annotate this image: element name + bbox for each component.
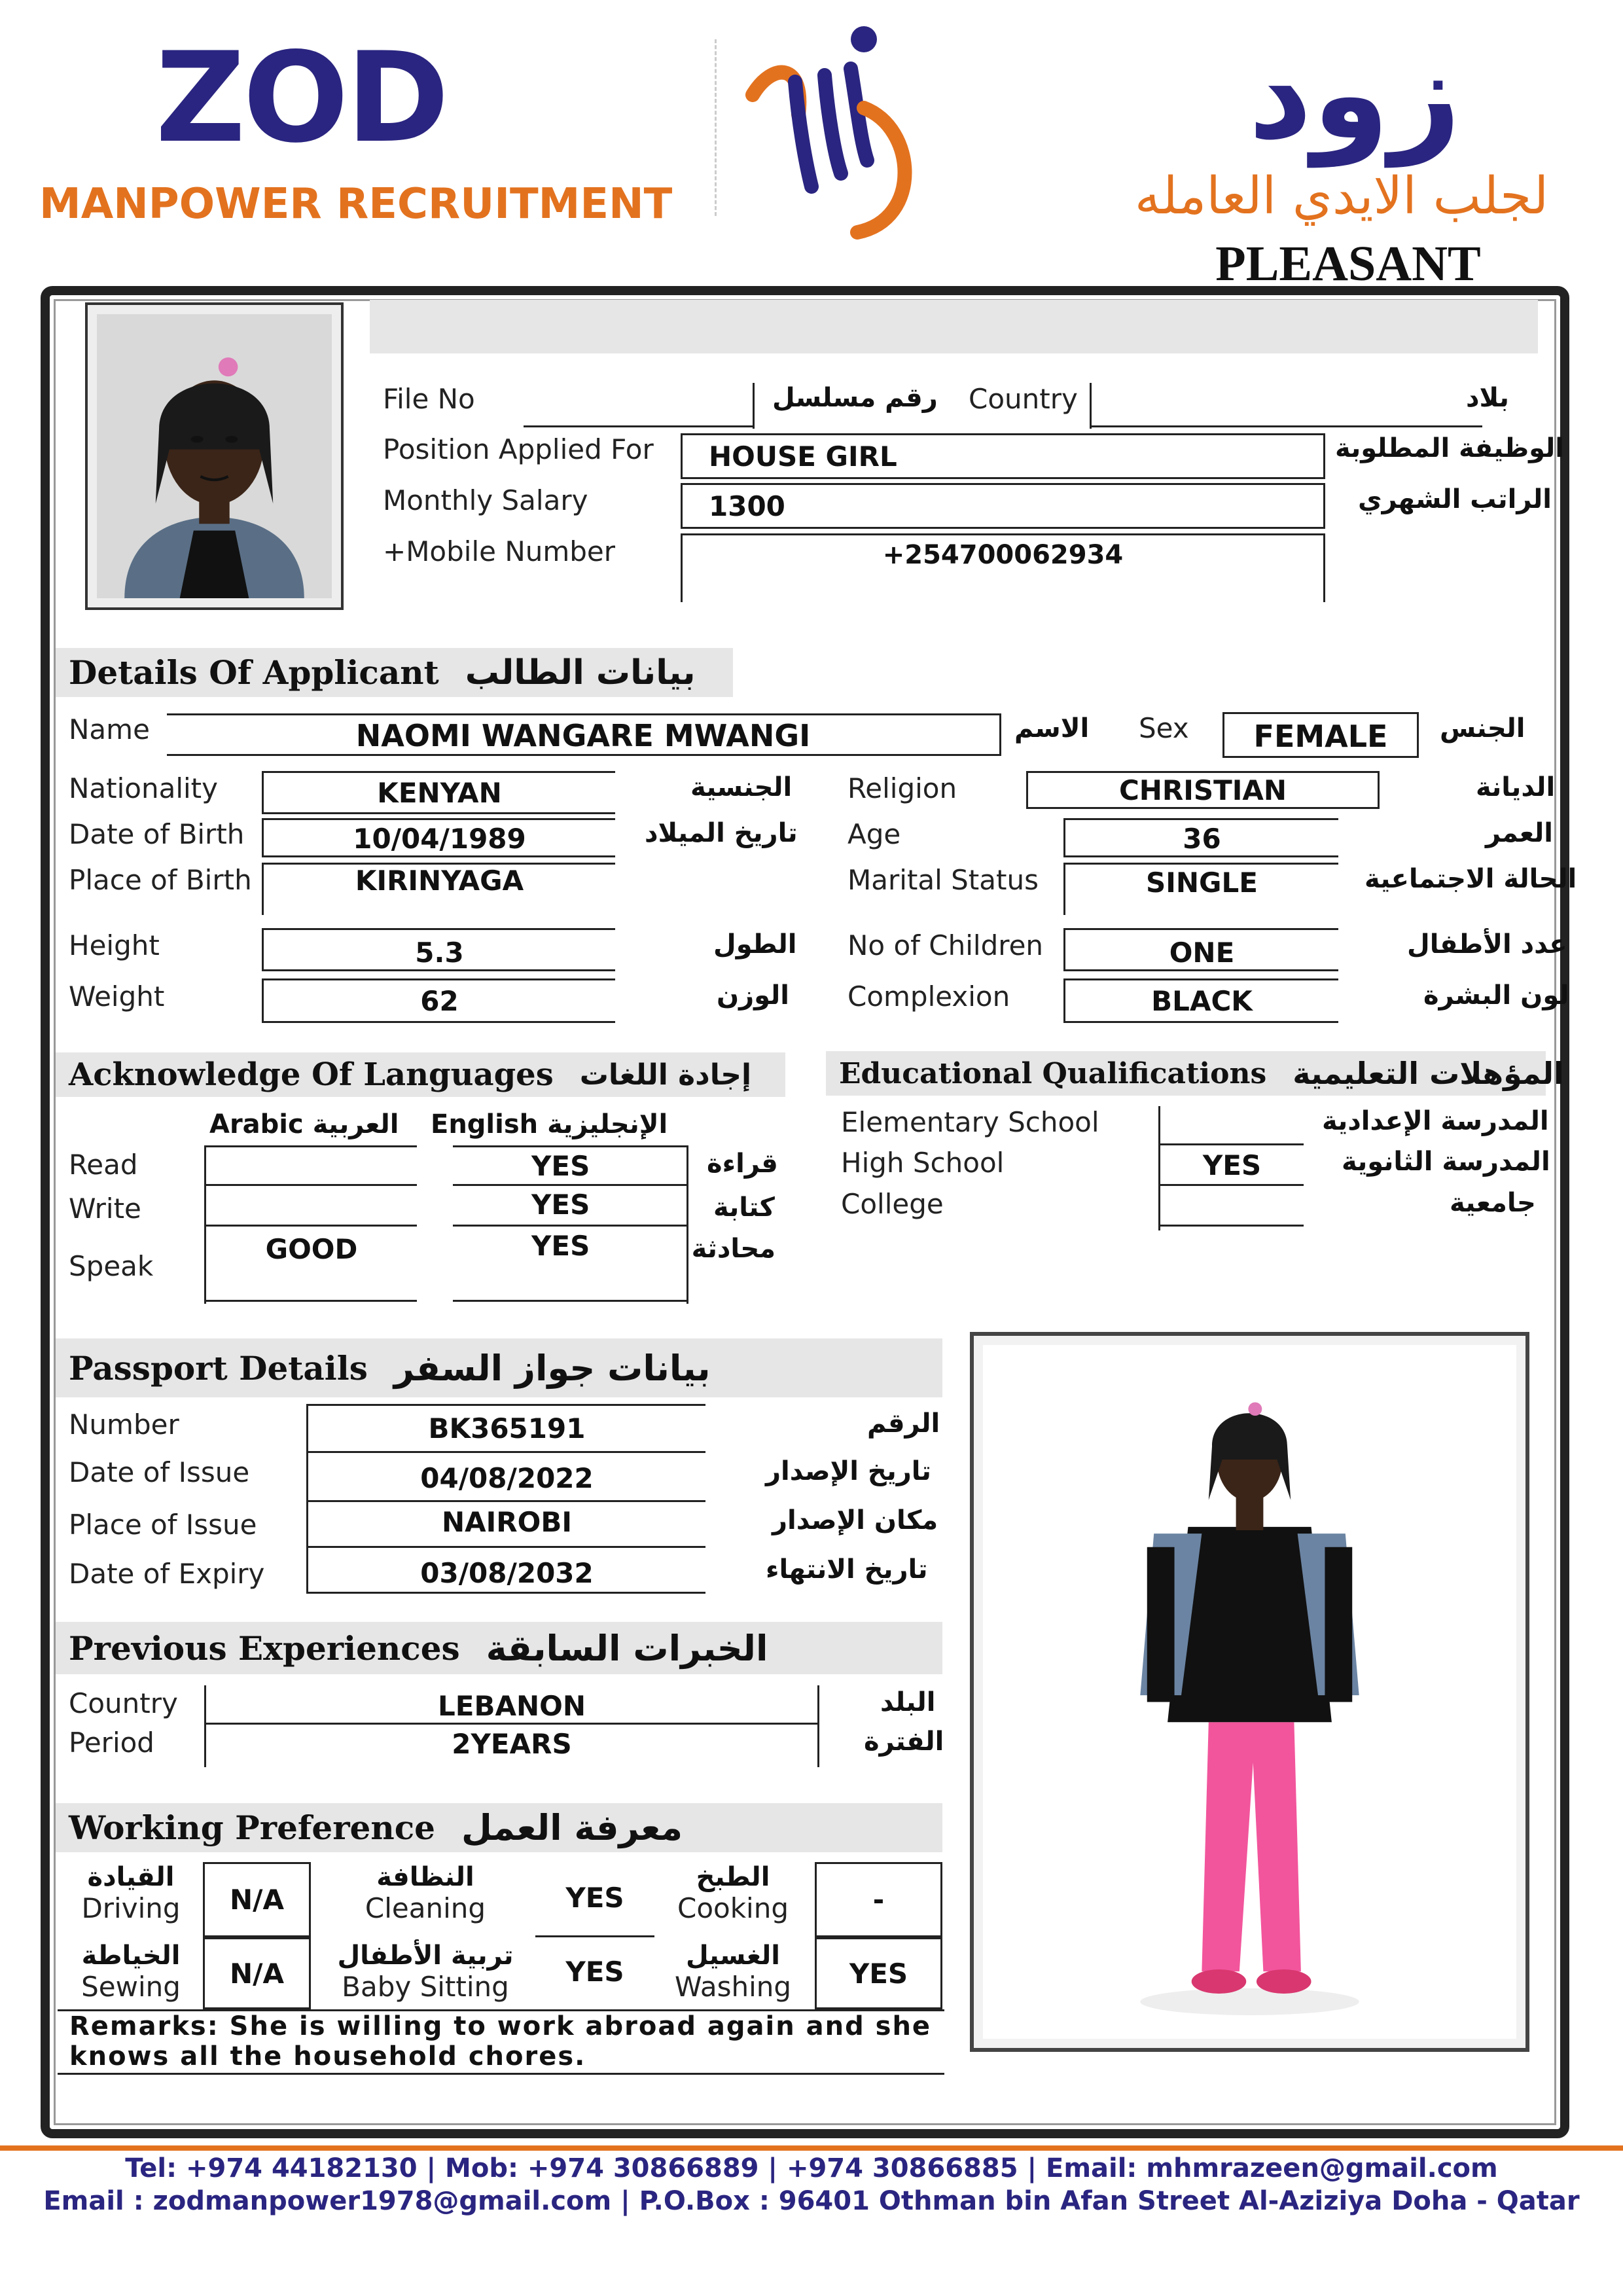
passport-expiry-label-ar: تاريخ الانتهاء xyxy=(766,1554,928,1585)
footer-contact-line-2: Email : zodmanpower1978@gmail.com | P.O.Box : 96401 Othman bin Afan Street Al-Aziziya Doha - Qatar xyxy=(43,2186,1580,2216)
cooking-label: Cooking xyxy=(677,1892,789,1924)
brand-name: PLEASANT xyxy=(1215,236,1481,291)
write-english-value: YES xyxy=(453,1186,687,1227)
sewing-label-ar: الخياطة xyxy=(81,1941,181,1971)
read-label-ar: قراءة xyxy=(707,1149,778,1179)
passport-expiry-label: Date of Expiry xyxy=(69,1558,265,1590)
footer-contact-line-1: Tel: +974 44182130 | Mob: +974 30866889 | +974 30866885 | Email: mhmrazeen@gmail.com xyxy=(125,2153,1498,2183)
dob-label-ar: تاريخ الميلاد xyxy=(645,818,798,848)
height-label-ar: الطول xyxy=(713,929,797,960)
nationality-field xyxy=(262,771,615,814)
cleaning-label: Cleaning xyxy=(365,1892,486,1924)
nationality-label-ar: الجنسية xyxy=(690,772,793,802)
sewing-box xyxy=(203,1937,311,2009)
cleaning-label-ar: النظافة xyxy=(376,1862,474,1892)
languages-section-title-ar: إجادة اللغات xyxy=(579,1058,752,1092)
religion-field xyxy=(1026,771,1380,809)
experience-section-title: Previous Experiences xyxy=(69,1628,460,1668)
age-label-ar: العمر xyxy=(1486,818,1554,848)
name-label-ar: الاسم xyxy=(1014,713,1090,744)
cooking-value: - xyxy=(872,1884,885,1916)
age-value: 36 xyxy=(1183,823,1221,855)
full-body-illustration xyxy=(983,1345,1516,2039)
education-section-header xyxy=(826,1051,1564,1096)
cleaning-cell xyxy=(327,1862,524,1924)
passport-issue-value: 04/08/2022 xyxy=(308,1453,705,1502)
name-field xyxy=(167,713,1001,756)
preference-section-title: Working Preference xyxy=(69,1808,435,1847)
high-school-value: YES xyxy=(1160,1145,1304,1186)
remarks-line-1: Remarks: She is willing to work abroad again and she xyxy=(69,2011,932,2041)
pob-field xyxy=(262,863,615,915)
education-section-title: Educational Qualifications xyxy=(839,1056,1267,1090)
pob-value: KIRINYAGA xyxy=(355,865,524,897)
sex-label-ar: الجنس xyxy=(1440,713,1525,744)
age-label: Age xyxy=(847,818,901,850)
weight-label: Weight xyxy=(69,980,165,1013)
passport-section-title: Passport Details xyxy=(69,1348,368,1388)
company-subtitle: MANPOWER RECRUITMENT xyxy=(39,180,673,228)
mobile-value: +254700062934 xyxy=(882,540,1124,570)
complexion-label-ar: لون البشرة xyxy=(1423,980,1569,1011)
details-section-title: Details Of Applicant xyxy=(69,653,439,692)
complexion-label: Complexion xyxy=(847,980,1010,1013)
children-value: ONE xyxy=(1169,937,1235,969)
country-box-left xyxy=(1090,383,1092,429)
children-field xyxy=(1063,928,1338,971)
passport-place-value: NAIROBI xyxy=(308,1502,705,1548)
height-value: 5.3 xyxy=(415,937,464,969)
sex-label: Sex xyxy=(1139,712,1189,744)
write-label: Write xyxy=(69,1193,141,1225)
baby-sitting-label-ar: تربية الأطفال xyxy=(337,1941,514,1971)
weight-label-ar: الوزن xyxy=(717,980,789,1011)
age-field xyxy=(1063,818,1338,857)
pob-label: Place of Birth xyxy=(69,864,252,896)
passport-section-header xyxy=(56,1338,942,1397)
sex-field xyxy=(1222,712,1419,758)
driving-label-ar: القيادة xyxy=(87,1862,175,1892)
english-header-label: English xyxy=(431,1109,539,1139)
elementary-label: Elementary School xyxy=(841,1106,1099,1138)
company-subtitle-arabic: لجلب الايدي العامله xyxy=(1134,167,1549,226)
header-gray-bar xyxy=(370,300,1538,353)
company-logo-icon xyxy=(733,10,929,245)
applicant-full-body-photo xyxy=(970,1332,1529,2052)
salary-field xyxy=(681,483,1325,529)
driving-cell xyxy=(72,1862,190,1924)
company-logo-arabic: زود xyxy=(1248,22,1461,167)
position-label-ar: الوظيفة المطلوبة xyxy=(1335,433,1564,463)
weight-field xyxy=(262,978,615,1023)
religion-label: Religion xyxy=(847,772,957,804)
cleaning-box xyxy=(535,1862,654,1937)
marital-label-ar: الحالة الاجتماعية xyxy=(1364,864,1577,894)
remarks-line-2: knows all the household chores. xyxy=(69,2041,586,2072)
preference-section-title-ar: معرفة العمل xyxy=(461,1807,683,1848)
read-arabic-value xyxy=(206,1145,417,1186)
height-label: Height xyxy=(69,929,160,961)
elementary-label-ar: المدرسة الإعدادية xyxy=(1322,1106,1549,1136)
english-language-grid xyxy=(453,1145,688,1304)
driving-value: N/A xyxy=(230,1884,284,1916)
driving-box xyxy=(203,1862,311,1937)
cooking-box xyxy=(815,1862,942,1937)
mobile-label: +Mobile Number xyxy=(383,535,616,567)
experience-period-value: 2YEARS xyxy=(452,1728,572,1760)
passport-issue-label-ar: تاريخ الإصدار xyxy=(766,1456,931,1486)
baby-sitting-cell xyxy=(327,1941,524,2003)
elementary-value xyxy=(1160,1106,1304,1145)
sewing-cell xyxy=(72,1941,190,2003)
experience-period-label-ar: الفترة xyxy=(864,1727,944,1757)
arabic-column-header xyxy=(209,1109,399,1139)
position-value: HOUSE GIRL xyxy=(709,440,897,473)
washing-label-ar: الغسيل xyxy=(685,1941,781,1971)
college-label: College xyxy=(841,1188,944,1220)
read-english-value: YES xyxy=(453,1145,687,1186)
country-label: Country xyxy=(969,383,1078,415)
country-line xyxy=(1090,425,1482,427)
baby-sitting-label: Baby Sitting xyxy=(342,1971,509,2003)
salary-label-ar: الراتب الشهري xyxy=(1358,484,1552,514)
religion-label-ar: الديانة xyxy=(1476,772,1556,802)
read-label: Read xyxy=(69,1149,138,1181)
washing-value: YES xyxy=(849,1958,908,1990)
nationality-label: Nationality xyxy=(69,772,219,804)
sewing-value: N/A xyxy=(230,1958,284,1990)
dob-label: Date of Birth xyxy=(69,818,245,850)
mobile-field xyxy=(681,533,1325,602)
dob-value: 10/04/1989 xyxy=(353,823,526,855)
experience-country-label-ar: البلد xyxy=(880,1687,936,1717)
cleaning-value: YES xyxy=(565,1882,624,1914)
weight-value: 62 xyxy=(420,985,459,1017)
passport-place-label-ar: مكان الإصدار xyxy=(772,1505,938,1535)
passport-section-title-ar: بيانات جواز السفر xyxy=(393,1347,711,1389)
passport-number-value: BK365191 xyxy=(308,1404,705,1453)
file-no-label: File No xyxy=(383,383,475,415)
marital-value: SINGLE xyxy=(1146,867,1258,899)
footer-divider xyxy=(0,2145,1623,2151)
children-label-ar: عدد الأطفال xyxy=(1407,929,1567,960)
cooking-label-ar: الطبخ xyxy=(696,1862,770,1892)
driving-label: Driving xyxy=(81,1892,181,1924)
details-section-header xyxy=(56,648,733,697)
languages-section-title: Acknowledge Of Languages xyxy=(69,1056,554,1093)
experience-section-header xyxy=(56,1622,942,1674)
cooking-cell xyxy=(664,1862,802,1924)
applicant-portrait-photo xyxy=(85,302,344,610)
arabic-header-label-ar: العربية xyxy=(312,1109,399,1139)
college-label-ar: جامعية xyxy=(1450,1188,1536,1218)
education-section-title-ar: المؤهلات التعليمية xyxy=(1293,1056,1564,1091)
experience-period-label: Period xyxy=(69,1727,154,1759)
baby-sitting-box xyxy=(535,1937,654,2009)
arabic-header-label: Arabic xyxy=(209,1109,304,1139)
washing-box xyxy=(815,1937,942,2009)
speak-label-ar: محادثة xyxy=(691,1234,776,1264)
write-label-ar: كتابة xyxy=(713,1193,775,1223)
speak-english-value: YES xyxy=(453,1227,687,1302)
high-school-label: High School xyxy=(841,1147,1005,1179)
complexion-field xyxy=(1063,978,1338,1023)
company-logo-text: ZOD xyxy=(155,26,447,170)
salary-label: Monthly Salary xyxy=(383,484,588,516)
sex-value: FEMALE xyxy=(1253,719,1388,754)
experience-grid xyxy=(204,1685,819,1767)
experience-country-label: Country xyxy=(69,1687,178,1719)
header-divider xyxy=(715,39,717,216)
arabic-language-grid xyxy=(204,1145,417,1304)
sewing-label: Sewing xyxy=(81,1971,181,2003)
remarks-box xyxy=(58,2009,944,2075)
english-column-header xyxy=(431,1109,668,1139)
height-field xyxy=(262,928,615,971)
experience-country-value: LEBANON xyxy=(206,1685,817,1725)
country-label-ar: بلاد xyxy=(1466,383,1509,413)
high-school-label-ar: المدرسة الثانوية xyxy=(1342,1147,1550,1177)
dob-field xyxy=(262,818,615,857)
write-arabic-value xyxy=(206,1186,417,1227)
speak-label: Speak xyxy=(69,1250,154,1282)
serial-label-ar: رقم مسلسل xyxy=(772,383,938,413)
name-top-line xyxy=(167,713,1001,715)
experience-section-title-ar: الخبرات السابقة xyxy=(486,1627,768,1669)
passport-issue-label: Date of Issue xyxy=(69,1456,250,1488)
position-field xyxy=(681,433,1325,479)
languages-section-header xyxy=(56,1052,785,1097)
children-label: No of Children xyxy=(847,929,1044,961)
position-label: Position Applied For xyxy=(383,433,654,465)
name-value: NAOMI WANGARE MWANGI xyxy=(355,718,811,753)
preference-section-header xyxy=(56,1803,942,1852)
education-grid xyxy=(1158,1106,1304,1230)
complexion-value: BLACK xyxy=(1151,985,1253,1017)
file-no-line xyxy=(524,425,755,427)
passport-expiry-value: 03/08/2032 xyxy=(308,1548,705,1594)
marital-label: Marital Status xyxy=(847,864,1039,896)
speak-arabic-value: GOOD xyxy=(206,1227,417,1302)
portrait-illustration xyxy=(97,314,332,598)
washing-label: Washing xyxy=(674,1971,792,2003)
washing-cell xyxy=(664,1941,802,2003)
passport-grid xyxy=(306,1404,705,1594)
name-label: Name xyxy=(69,713,150,745)
details-section-title-ar: بيانات الطالب xyxy=(465,653,696,692)
religion-value: CHRISTIAN xyxy=(1118,774,1287,806)
baby-sitting-value: YES xyxy=(565,1956,624,1988)
passport-number-label-ar: الرقم xyxy=(867,1408,940,1439)
file-no-box xyxy=(753,383,755,429)
salary-value: 1300 xyxy=(709,490,785,522)
nationality-value: KENYAN xyxy=(377,777,502,809)
marital-field xyxy=(1063,863,1338,915)
passport-place-label: Place of Issue xyxy=(69,1509,257,1541)
college-value xyxy=(1160,1186,1304,1227)
english-header-label-ar: الإنجليزية xyxy=(547,1109,668,1139)
passport-number-label: Number xyxy=(69,1408,179,1441)
